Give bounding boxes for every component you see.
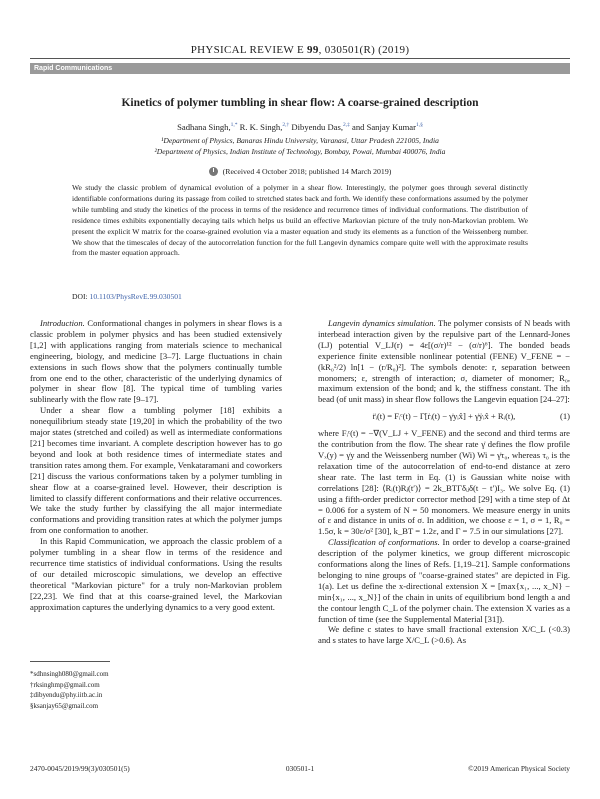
doi-link[interactable]: 10.1103/PhysRevE.99.030501 [89,292,182,301]
paragraph: We define c states to have small fractional extension X/C_L (<0.3) and s states to have large X/C_L (>0.6). As [318,624,570,646]
affiliation-2: ²Department of Physics, Indian Institute of Technology, Bombay, Powai, Mumbai 400076, India [154,147,446,156]
footer-page-number: 030501-1 [285,764,315,773]
equation-1 [318,411,570,422]
doi-line [72,292,182,301]
author-name: R. K. Singh, [239,122,283,132]
author-marks[interactable]: 2,† [282,122,290,129]
section-banner [30,63,570,74]
journal-name: PHYSICAL REVIEW E [190,44,304,56]
section-lead: Classification of conformations. [328,537,440,548]
journal-volume: 99 [307,44,319,56]
author-list [0,122,600,132]
paragraph: Under a shear flow a tumbling polymer [18] exhibits a nonequilibrium steady state [19,20] in which the probability of the two major states (stretched and coiled) as well as intermediate conformations [21] becomes time invariant. A complete description however has to go beyond and look at both residence times of intermediate states and transition rates among them. For example, Venkataramani and coworkers [21] discuss the various conformations taken by a polymer tumbling in shear flow at a coarse-grained level. However, their description is limited to classify different conformations and their relative occurrences. We take the study further by classifying the all major intermediate conformations and providing transition rates at which the polymer jumps from one conformation to another. [30,405,282,536]
paragraph-introduction [30,318,282,405]
author-marks[interactable]: 1,§ [415,122,423,129]
paragraph-classification [318,537,570,624]
author-name: and Sanjay Kumar [352,122,416,132]
journal-header [0,44,600,56]
author-name: Sadhana Singh, [177,122,231,132]
right-column [318,318,570,646]
abstract-text: We study the classic problem of dynamical evolution of a polymer in a shear flow. Interestingly, the polymer goes through several distinctly identifiable conformations during its passage from coiled to stretched states back and forth. We identify these conformations assumed by the polymer while tumbling and study the kinetics of the process in terms of the residence and recurrence times of individual conformations. The distribution of residence times exhibits exponentially decaying tails which helps us build an effective Markovian picture of the truly non-Markovian problem. We present the explicit W matrix for the coarse-grained evolution via a master equation and study its elements as a function of the Weissenberg number. We show that the timescales of decay of the autocorrelation function for the full Langevin dynamics compare quite well with the approximate results from the master equation approach. [72,183,528,258]
section-lead: Introduction. [40,318,85,328]
received-dates [0,167,600,176]
footer-copyright: ©2019 American Physical Society [468,764,570,773]
equation-number: (1) [559,411,570,422]
abstract [72,183,528,259]
author-name: Dibyendu Das, [291,122,343,132]
clock-icon [209,167,218,176]
footnote-rule [30,661,110,662]
equation-text: r̈ᵢ(t) = Fᵢᶜ(t) − Γ[ṙᵢ(t) − γ̇yᵢx̂] + γ̇ẏᵢx̂ + Rᵢ(t), [372,411,516,422]
paragraph-langevin [318,318,570,405]
paragraph: In this Rapid Communication, we approach the classic problem of a polymer tumbling in a shear flow in terms of the residence and recurrence time statistics of individual conformations. Using the results of our detailed microscopic simulations, we develop an effective theoretical "Markovian picture" for a truly non-Markovian problem [22,23]. We find that at this coarse-grained level, the Markovian approximation captures the underlying dynamics to a very good extent. [30,536,282,612]
header-rule [30,58,570,59]
author-marks[interactable]: 1,* [230,122,238,129]
paragraph-text: In order to develop a coarse-grained description of the polymer kinetics, we group different microscopic conformations along the lines of Refs. [1,19–21]. Sample conformations belonging to nine groups of "coarse-grained states" are depicted in Fig. 1(a). Let us define the x-directional extension X = [max{x₁, ..., x_N} − min{x₁, ..., x_N}] of the chain in units of equilibrium bond length a and the contour length C_L of the polymer chain. The extension X varies as a function of time (see the Supplemental Material [31]). [318,537,571,624]
footnotes [30,669,282,712]
article-id: , 030501(R) (2019) [318,44,410,56]
paragraph-text: Conformational changes in polymers in shear flows is a classic problem in polymer physics and has been studied extensively [1,2] with applications ranging from materials science to mechanical engineering, biology, and medicine [3–7]. Large fluctuations in chain extensions in such flows show that the polymers continually tumble from one end to the other, characteristic of the underlying dynamics of polymer in shear flow [8]. The typical time of tumbling varies sublinearly with the flow rate [9–17]. [30,318,282,405]
paragraph-text: The polymer consists of N beads with interbead interaction given by the repulsive part of the Lennard-Jones (LJ) potential V_LJ(r) = 4ε[(σ/r)¹² − (σ/r)⁶]. The bonded beads experience finite extensible nonlinear potential (FENE) V_FENE = −(kR₀²/2) ln[1 − (r/R₀)²]. The symbols denote: r, separation between monomers; ε, strength of interaction; σ, diameter of monomer; R₀, maximum extension of the bond; and k, the stiffness constant. The ith bead (of unit mass) in shear flow follows the Langevin equation [24–27]: [318,318,570,405]
left-column [30,318,282,612]
footnote-email[interactable]: *sdhnsingh080@gmail.com [30,670,109,678]
affiliation-1: ¹Department of Physics, Banaras Hindu University, Varanasi, Uttar Pradesh 221005, India [161,136,439,145]
footnote-email[interactable]: †rksinghmp@gmail.com [30,680,100,689]
author-marks[interactable]: 2,‡ [342,122,350,129]
footer-issn: 2470-0045/2019/99(3)/030501(5) [30,764,130,773]
paper-title: Kinetics of polymer tumbling in shear flow: A coarse-grained description [121,97,479,109]
section-banner-label: Rapid Communications [34,65,113,72]
footnote-email[interactable]: ‡dibyendu@phy.iitb.ac.in [30,691,103,700]
section-lead: Langevin dynamics simulation. [328,318,436,328]
received-text: (Received 4 October 2018; published 14 March 2019) [222,167,392,176]
doi-label: DOI: [72,292,88,301]
footnote-email[interactable]: §ksanjay65@gmail.com [30,702,99,711]
paragraph: where Fᵢᶜ(t) = −∇(V_LJ + V_FENE) and the second and third terms are the contribution from the flow. The shear rate γ̇ defines the flow profile Vₓ(y) = γ̇y and the Weissenberg number (Wi) Wi = γ̇τ₀, whereas τ₀ is the relaxation time of the autocorrelation of end-to-end distance at zero shear rate. The last term in Eq. (1) is Gaussian white noise with correlations [28]: ⟨Rᵢ(t)Rⱼ(t′)⟩ = 2k_BTΓδᵢⱼδ(t − t′)I₃. We solve Eq. (1) using a fifth-order predictor corrector method [29] with a time step of Δt = 0.006 for a system of N = 50 monomers. We measure energy in units of ε and distance in units of σ. In addition, we choose ε = 1, σ = 1, R₀ = 1.5σ, k = 30ε/σ² [30], k_BT = 1.2ε, and Γ = 7.5 in our simulations [27]. [318,428,570,537]
